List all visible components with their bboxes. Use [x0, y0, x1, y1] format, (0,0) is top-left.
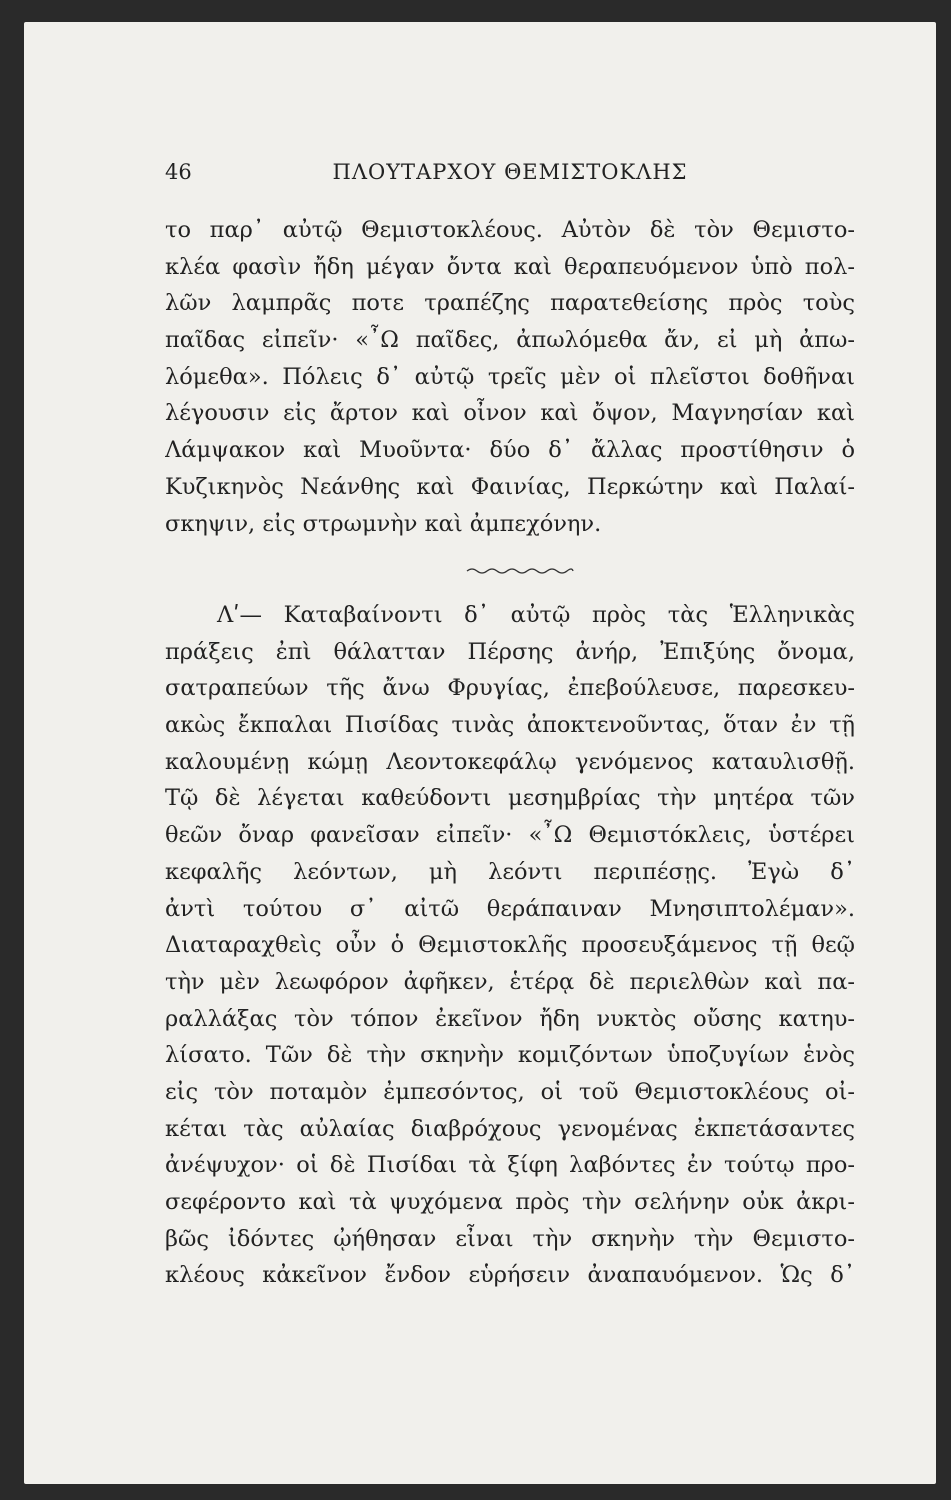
text-line: καλουμένῃ κώμῃ Λεοντοκεφάλῳ γενόμενος καταυλισθῇ.: [165, 748, 855, 775]
text-line: λῶν λαμπρᾶς ποτε τραπέζης παρατεθείσης πρὸς τοὺς: [165, 290, 855, 317]
text-line: ραλλάξας τὸν τόπον ἐκεῖνον ἤδη νυκτὸς οὔσης κατηυ-: [165, 1005, 855, 1032]
text-line: λέγουσιν εἰς ἄρτον καὶ οἶνον καὶ ὄψον, Μαγνησίαν καὶ: [165, 400, 855, 427]
text-line: σεφέροντο καὶ τὰ ψυχόμενα πρὸς τὴν σελήνην οὐκ ἀκρι-: [165, 1189, 855, 1215]
text-line: βῶς ἰδόντες ᾠήθησαν εἶναι τὴν σκηνὴν τὴν Θεμιστο-: [165, 1225, 855, 1252]
text-line: ἀντὶ τούτου σ᾽ αἰτῶ θεράπαιναν Μνησιπτολέμαν».: [165, 895, 855, 922]
text-line: κεφαλῆς λεόντων, μὴ λεόντι περιπέσῃς. Ἐγὼ δ᾽: [165, 858, 855, 885]
text-line: λόμεθα». Πόλεις δ᾽ αὐτῷ τρεῖς μὲν οἱ πλεῖστοι δοθῆναι: [165, 363, 855, 390]
text-line: ἀνέψυχον· οἱ δὲ Πισίδαι τὰ ξίφη λαβόντες ἐν τούτῳ προ-: [165, 1152, 855, 1179]
text-line: Διαταραχθεὶς οὖν ὁ Θεμιστοκλῆς προσευξάμενος τῇ θεῷ: [165, 932, 855, 959]
paragraph-2: [165, 597, 855, 1294]
text-line: πράξεις ἐπὶ θάλατταν Πέρσης ἀνήρ, Ἐπιξύης ὄνομα,: [165, 638, 855, 665]
text-line: λίσατο. Τῶν δὲ τὴν σκηνὴν κομιζόντων ὑποζυγίων ἑνὸς: [165, 1042, 855, 1069]
text-line: κέται τὰς αὐλαίας διαβρόχους γενομένας ἐκπετάσαντες: [165, 1115, 855, 1142]
running-title: ΠΛΟΥΤΑΡΧΟΥ ΘΕΜΙΣΤΟΚΛΗΣ: [332, 160, 688, 184]
text-line: Τῷ δὲ λέγεται καθεύδοντι μεσημβρίας τὴν μητέρα τῶν: [165, 785, 855, 812]
text-line: θεῶν ὄναρ φανεῖσαν εἰπεῖν· «῏Ω Θεμιστόκλεις, ὑστέρει: [165, 822, 855, 849]
text-line: Κυζικηνὸς Νεάνθης καὶ Φαινίας, Περκώτην καὶ Παλαί-: [165, 473, 855, 500]
paragraph-1: [165, 212, 855, 542]
page-header: [165, 160, 855, 194]
text-line: ακὼς ἔκπαλαι Πισίδας τινὰς ἀποκτενοῦντας, ὅταν ἐν τῇ: [165, 712, 855, 739]
section-divider: [465, 566, 575, 576]
page-number: 46: [165, 160, 192, 184]
text-line: Λʹ— Καταβαίνοντι δ᾽ αὐτῷ πρὸς τὰς Ἑλληνικὰς: [217, 602, 855, 628]
text-line: παῖδας εἰπεῖν· «῏Ω παῖδες, ἀπωλόμεθα ἄν, εἰ μὴ ἀπω-: [165, 327, 855, 354]
text-line: κλέα φασὶν ἤδη μέγαν ὄντα καὶ θεραπευόμενον ὑπὸ πολ-: [165, 253, 855, 280]
text-line: εἰς τὸν ποταμὸν ἐμπεσόντος, οἱ τοῦ Θεμιστοκλέους οἰ-: [165, 1078, 855, 1105]
text-line: κλέους κἀκεῖνον ἔνδον εὑρήσειν ἀναπαυόμενον. Ὡς δ᾽: [165, 1262, 855, 1289]
text-line: σκηψιν, εἰς στρωμνὴν καὶ ἀμπεχόνην.: [165, 510, 602, 537]
text-line: Λάμψακον καὶ Μυοῦντα· δύο δ᾽ ἄλλας προστίθησιν ὁ: [165, 437, 855, 464]
text-line: το παρ᾽ αὐτῷ Θεμιστοκλέους. Αὐτὸν δὲ τὸν Θεμιστο-: [165, 217, 855, 243]
text-line: σατραπεύων τῆς ἄνω Φρυγίας, ἐπεβούλευσε, παρεσκευ-: [165, 675, 855, 702]
text-line: τὴν μὲν λεωφόρον ἀφῆκεν, ἑτέρᾳ δὲ περιελθὼν καὶ πα-: [165, 968, 855, 995]
